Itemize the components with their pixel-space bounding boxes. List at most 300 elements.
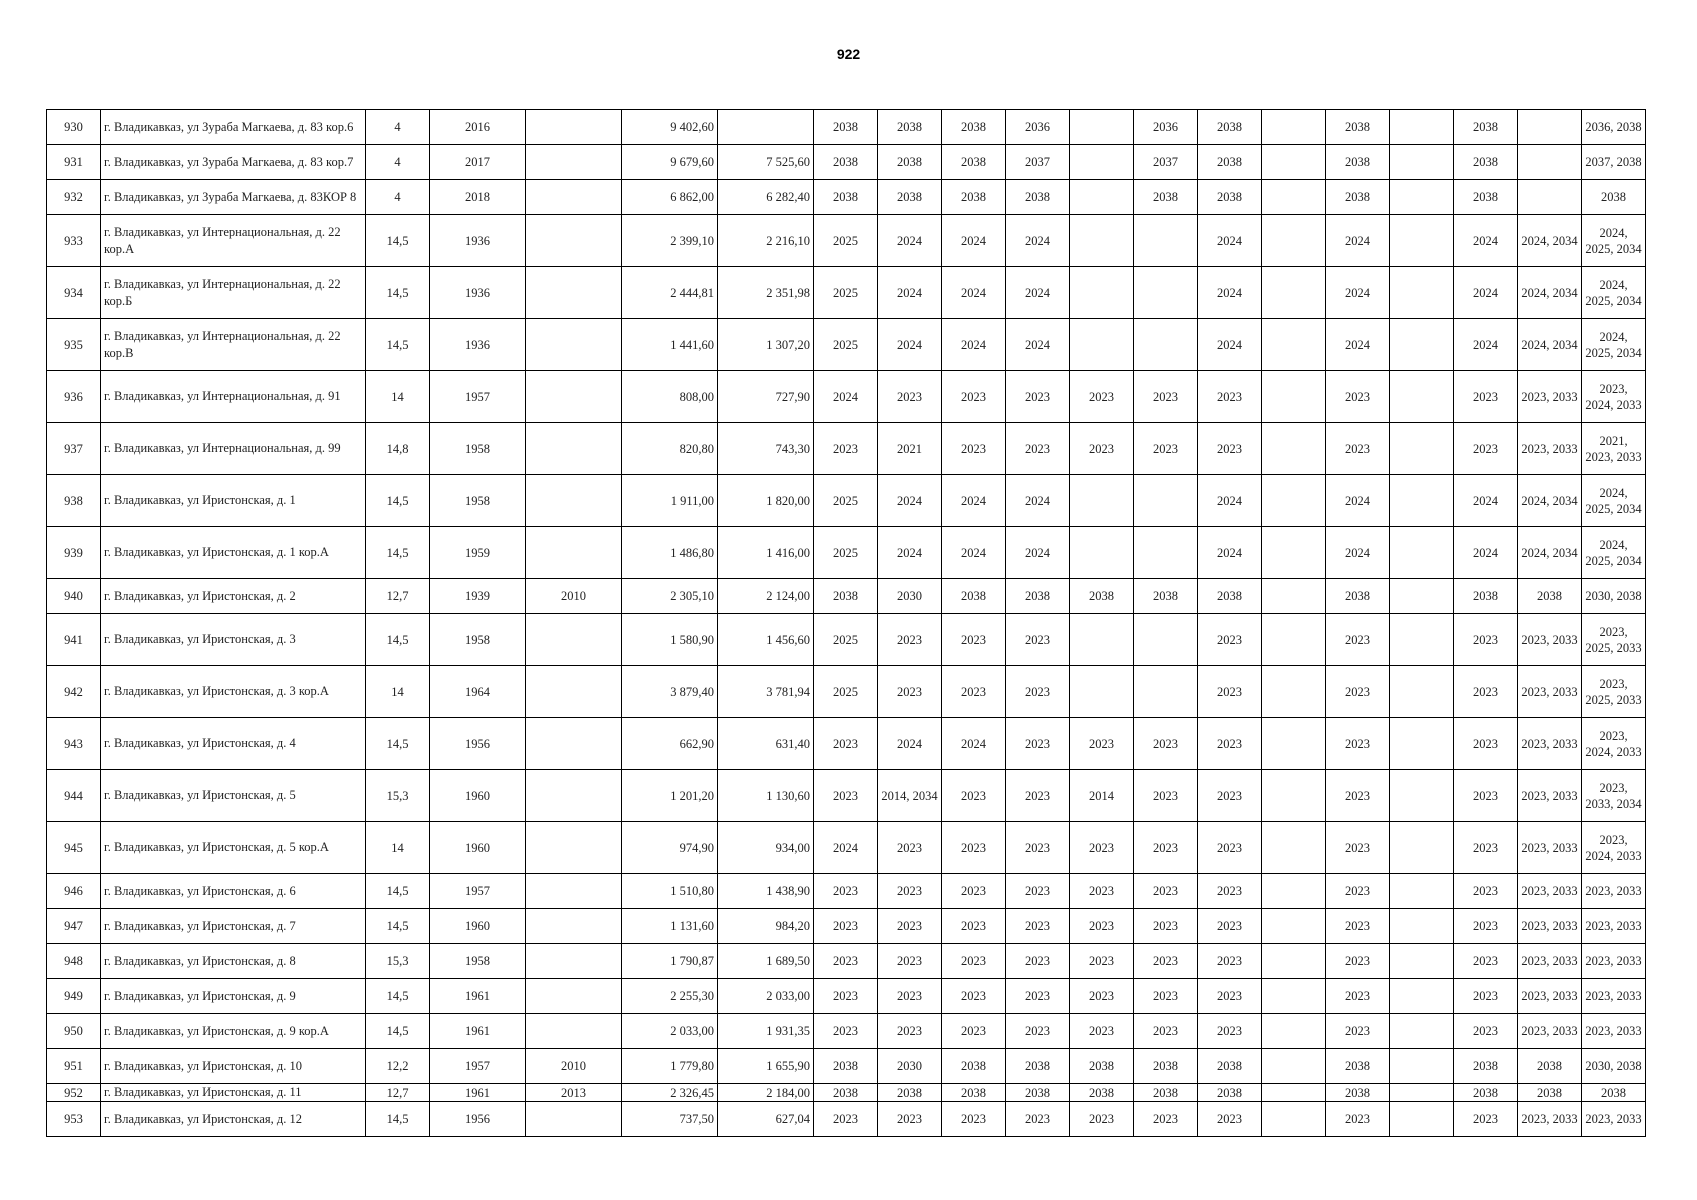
term-12: 2023, 2033 [1518,979,1582,1014]
term-13: 2023, 2033 [1582,909,1646,944]
term-9: 2038 [1326,1084,1390,1102]
construction-year: 1957 [430,371,526,423]
term-1: 2023 [814,979,878,1014]
term-5: 2014 [1070,770,1134,822]
table-row [47,822,1646,874]
term-11: 2038 [1454,145,1518,180]
term-8 [1262,145,1326,180]
total-area: 9 402,60 [622,110,718,145]
term-3: 2023 [942,614,1006,666]
term-4: 2023 [1006,979,1070,1014]
row-number: 945 [47,822,101,874]
term-1: 2023 [814,1102,878,1137]
construction-year: 2016 [430,110,526,145]
construction-year: 1960 [430,770,526,822]
reconstruction-year [526,180,622,215]
living-area: 6 282,40 [718,180,814,215]
term-5: 2023 [1070,944,1134,979]
term-7: 2038 [1198,110,1262,145]
term-12: 2038 [1518,1049,1582,1084]
floors: 14,5 [366,874,430,909]
term-7: 2024 [1198,475,1262,527]
term-9: 2038 [1326,1049,1390,1084]
reconstruction-year [526,822,622,874]
reconstruction-year [526,527,622,579]
term-11: 2024 [1454,267,1518,319]
construction-year: 1939 [430,579,526,614]
term-11: 2023 [1454,944,1518,979]
reconstruction-year [526,944,622,979]
row-number: 952 [47,1084,101,1102]
term-8 [1262,822,1326,874]
term-13: 2023, 2033, 2034 [1582,770,1646,822]
term-9: 2024 [1326,319,1390,371]
term-12: 2024, 2034 [1518,475,1582,527]
total-area: 1 911,00 [622,475,718,527]
term-1: 2025 [814,319,878,371]
table-row [47,1084,1646,1102]
term-10 [1390,180,1454,215]
term-1: 2023 [814,423,878,475]
term-5 [1070,475,1134,527]
term-13: 2023, 2024, 2033 [1582,718,1646,770]
term-5: 2023 [1070,979,1134,1014]
term-3: 2023 [942,944,1006,979]
term-6: 2023 [1134,718,1198,770]
term-12: 2024, 2034 [1518,267,1582,319]
term-4: 2038 [1006,1084,1070,1102]
living-area: 1 456,60 [718,614,814,666]
floors: 12,2 [366,1049,430,1084]
address: г. Владикавказ, ул Иристонская, д. 11 [101,1084,366,1102]
term-8 [1262,1084,1326,1102]
term-13: 2030, 2038 [1582,579,1646,614]
row-number: 940 [47,579,101,614]
term-11: 2023 [1454,718,1518,770]
term-1: 2025 [814,267,878,319]
floors: 15,3 [366,770,430,822]
term-11: 2038 [1454,1049,1518,1084]
address: г. Владикавказ, ул Иристонская, д. 8 [101,944,366,979]
term-2: 2023 [878,1014,942,1049]
term-10 [1390,666,1454,718]
reconstruction-year [526,215,622,267]
term-9: 2024 [1326,267,1390,319]
term-2: 2023 [878,909,942,944]
term-6 [1134,666,1198,718]
total-area: 3 879,40 [622,666,718,718]
term-8 [1262,110,1326,145]
table-row [47,1049,1646,1084]
term-11: 2023 [1454,822,1518,874]
term-3: 2024 [942,718,1006,770]
living-area: 2 216,10 [718,215,814,267]
term-9: 2023 [1326,874,1390,909]
term-2: 2023 [878,371,942,423]
term-9: 2038 [1326,579,1390,614]
total-area: 808,00 [622,371,718,423]
term-2: 2023 [878,614,942,666]
term-4: 2023 [1006,874,1070,909]
term-9: 2023 [1326,718,1390,770]
construction-year: 2017 [430,145,526,180]
floors: 14,5 [366,319,430,371]
reconstruction-year [526,423,622,475]
term-3: 2023 [942,1102,1006,1137]
term-6: 2023 [1134,944,1198,979]
term-3: 2038 [942,110,1006,145]
living-area: 984,20 [718,909,814,944]
table-body [47,110,1646,1137]
term-6: 2023 [1134,371,1198,423]
term-3: 2038 [942,1084,1006,1102]
address: г. Владикавказ, ул Зураба Магкаева, д. 83 кор.7 [101,145,366,180]
living-area: 1 820,00 [718,475,814,527]
term-13: 2024, 2025, 2034 [1582,475,1646,527]
reconstruction-year: 2010 [526,1049,622,1084]
term-1: 2038 [814,110,878,145]
term-8 [1262,423,1326,475]
floors: 14,5 [366,475,430,527]
living-area: 1 931,35 [718,1014,814,1049]
row-number: 933 [47,215,101,267]
table-row [47,423,1646,475]
term-8 [1262,614,1326,666]
reconstruction-year [526,614,622,666]
reconstruction-year [526,718,622,770]
total-area: 2 033,00 [622,1014,718,1049]
term-7: 2023 [1198,874,1262,909]
term-13: 2038 [1582,180,1646,215]
term-8 [1262,180,1326,215]
term-11: 2038 [1454,180,1518,215]
term-10 [1390,909,1454,944]
term-10 [1390,822,1454,874]
term-6: 2038 [1134,579,1198,614]
table-row [47,267,1646,319]
floors: 14,5 [366,1014,430,1049]
construction-year: 1961 [430,1084,526,1102]
term-6: 2036 [1134,110,1198,145]
row-number: 943 [47,718,101,770]
floors: 14 [366,822,430,874]
term-11: 2023 [1454,1102,1518,1137]
term-2: 2038 [878,110,942,145]
term-1: 2038 [814,180,878,215]
term-9: 2023 [1326,1102,1390,1137]
living-area: 743,30 [718,423,814,475]
term-5 [1070,110,1134,145]
term-3: 2038 [942,145,1006,180]
term-5: 2023 [1070,718,1134,770]
living-area: 727,90 [718,371,814,423]
term-5: 2023 [1070,909,1134,944]
term-6: 2023 [1134,909,1198,944]
term-8 [1262,909,1326,944]
term-7: 2024 [1198,527,1262,579]
term-3: 2023 [942,423,1006,475]
address: г. Владикавказ, ул Интернациональная, д. 22 кор.В [101,319,366,371]
term-2: 2023 [878,1102,942,1137]
term-1: 2038 [814,1084,878,1102]
term-4: 2024 [1006,319,1070,371]
term-7: 2023 [1198,979,1262,1014]
term-12: 2023, 2033 [1518,423,1582,475]
term-7: 2024 [1198,215,1262,267]
table-row [47,614,1646,666]
row-number: 950 [47,1014,101,1049]
table-row [47,145,1646,180]
floors: 15,3 [366,944,430,979]
term-4: 2023 [1006,423,1070,475]
term-1: 2038 [814,579,878,614]
term-10 [1390,718,1454,770]
construction-year: 2018 [430,180,526,215]
row-number: 946 [47,874,101,909]
term-12: 2023, 2033 [1518,874,1582,909]
address: г. Владикавказ, ул Иристонская, д. 12 [101,1102,366,1137]
term-13: 2030, 2038 [1582,1049,1646,1084]
floors: 14,5 [366,614,430,666]
term-13: 2021, 2023, 2033 [1582,423,1646,475]
table-row [47,1102,1646,1137]
term-9: 2023 [1326,423,1390,475]
term-8 [1262,1049,1326,1084]
living-area: 934,00 [718,822,814,874]
term-8 [1262,1102,1326,1137]
term-10 [1390,770,1454,822]
construction-year: 1958 [430,423,526,475]
living-area: 3 781,94 [718,666,814,718]
term-6: 2038 [1134,1049,1198,1084]
term-2: 2038 [878,180,942,215]
term-1: 2023 [814,1014,878,1049]
term-7: 2023 [1198,423,1262,475]
term-7: 2023 [1198,944,1262,979]
floors: 14,5 [366,215,430,267]
row-number: 942 [47,666,101,718]
term-5: 2023 [1070,1014,1134,1049]
table-row [47,909,1646,944]
reconstruction-year [526,1102,622,1137]
term-2: 2024 [878,475,942,527]
term-13: 2024, 2025, 2034 [1582,527,1646,579]
term-7: 2038 [1198,145,1262,180]
total-area: 1 131,60 [622,909,718,944]
living-area: 1 307,20 [718,319,814,371]
term-7: 2024 [1198,319,1262,371]
term-12 [1518,145,1582,180]
term-3: 2023 [942,874,1006,909]
term-3: 2038 [942,1049,1006,1084]
term-1: 2025 [814,215,878,267]
term-12: 2023, 2033 [1518,614,1582,666]
floors: 14,5 [366,979,430,1014]
term-13: 2037, 2038 [1582,145,1646,180]
term-10 [1390,1102,1454,1137]
construction-year: 1960 [430,822,526,874]
table-row [47,1014,1646,1049]
row-number: 936 [47,371,101,423]
term-6: 2038 [1134,180,1198,215]
floors: 4 [366,180,430,215]
page-number: 922 [836,46,861,62]
term-11: 2023 [1454,770,1518,822]
term-5 [1070,666,1134,718]
term-4: 2038 [1006,180,1070,215]
term-9: 2023 [1326,770,1390,822]
term-2: 2024 [878,319,942,371]
term-12: 2023, 2033 [1518,1014,1582,1049]
term-3: 2024 [942,215,1006,267]
row-number: 930 [47,110,101,145]
reconstruction-year [526,475,622,527]
term-2: 2021 [878,423,942,475]
total-area: 1 441,60 [622,319,718,371]
term-11: 2023 [1454,909,1518,944]
address: г. Владикавказ, ул Иристонская, д. 4 [101,718,366,770]
term-4: 2024 [1006,267,1070,319]
term-12 [1518,110,1582,145]
reconstruction-year [526,1014,622,1049]
floors: 14,5 [366,527,430,579]
term-6: 2023 [1134,1102,1198,1137]
term-7: 2023 [1198,770,1262,822]
row-number: 941 [47,614,101,666]
term-2: 2024 [878,527,942,579]
term-11: 2038 [1454,1084,1518,1102]
term-9: 2038 [1326,145,1390,180]
term-4: 2023 [1006,944,1070,979]
term-10 [1390,979,1454,1014]
term-6: 2023 [1134,770,1198,822]
term-6: 2023 [1134,874,1198,909]
term-7: 2023 [1198,666,1262,718]
term-8 [1262,371,1326,423]
term-6 [1134,614,1198,666]
term-10 [1390,423,1454,475]
term-5: 2038 [1070,1084,1134,1102]
term-4: 2023 [1006,1014,1070,1049]
term-8 [1262,319,1326,371]
total-area: 2 326,45 [622,1084,718,1102]
table-row [47,666,1646,718]
term-7: 2038 [1198,1049,1262,1084]
floors: 14 [366,666,430,718]
term-11: 2038 [1454,110,1518,145]
term-5: 2023 [1070,1102,1134,1137]
construction-year: 1957 [430,1049,526,1084]
term-4: 2038 [1006,579,1070,614]
term-10 [1390,1014,1454,1049]
term-7: 2038 [1198,579,1262,614]
term-9: 2023 [1326,979,1390,1014]
term-6 [1134,215,1198,267]
total-area: 1 510,80 [622,874,718,909]
term-12: 2023, 2033 [1518,909,1582,944]
living-area: 2 124,00 [718,579,814,614]
total-area: 1 486,80 [622,527,718,579]
term-2: 2023 [878,944,942,979]
address: г. Владикавказ, ул Иристонская, д. 5 кор.А [101,822,366,874]
reconstruction-year [526,979,622,1014]
term-7: 2024 [1198,267,1262,319]
term-9: 2038 [1326,180,1390,215]
term-1: 2023 [814,944,878,979]
term-6: 2038 [1134,1084,1198,1102]
term-13: 2024, 2025, 2034 [1582,319,1646,371]
address: г. Владикавказ, ул Зураба Магкаева, д. 83 кор.6 [101,110,366,145]
term-10 [1390,1049,1454,1084]
term-12: 2024, 2034 [1518,215,1582,267]
term-4: 2037 [1006,145,1070,180]
term-4: 2023 [1006,822,1070,874]
term-7: 2023 [1198,371,1262,423]
term-9: 2024 [1326,475,1390,527]
construction-year: 1956 [430,1102,526,1137]
total-area: 820,80 [622,423,718,475]
table-row [47,475,1646,527]
living-area: 1 655,90 [718,1049,814,1084]
term-10 [1390,145,1454,180]
floors: 4 [366,110,430,145]
term-2: 2024 [878,267,942,319]
row-number: 934 [47,267,101,319]
term-9: 2023 [1326,371,1390,423]
total-area: 1 201,20 [622,770,718,822]
term-1: 2038 [814,1049,878,1084]
term-4: 2023 [1006,718,1070,770]
term-10 [1390,614,1454,666]
address: г. Владикавказ, ул Иристонская, д. 6 [101,874,366,909]
term-6 [1134,319,1198,371]
row-number: 937 [47,423,101,475]
address: г. Владикавказ, ул Иристонская, д. 2 [101,579,366,614]
term-5: 2038 [1070,1049,1134,1084]
term-8 [1262,718,1326,770]
term-6: 2023 [1134,423,1198,475]
reconstruction-year: 2010 [526,579,622,614]
term-4: 2023 [1006,371,1070,423]
term-4: 2023 [1006,770,1070,822]
table-row [47,180,1646,215]
term-3: 2024 [942,475,1006,527]
table-row [47,718,1646,770]
term-3: 2024 [942,527,1006,579]
term-6: 2023 [1134,822,1198,874]
term-11: 2024 [1454,527,1518,579]
address: г. Владикавказ, ул Иристонская, д. 9 кор.А [101,1014,366,1049]
term-8 [1262,979,1326,1014]
reconstruction-year [526,145,622,180]
total-area: 1 580,90 [622,614,718,666]
term-6: 2023 [1134,1014,1198,1049]
reconstruction-year [526,770,622,822]
term-9: 2023 [1326,944,1390,979]
term-13: 2023, 2025, 2033 [1582,666,1646,718]
term-7: 2023 [1198,1102,1262,1137]
construction-year: 1959 [430,527,526,579]
term-5 [1070,527,1134,579]
address: г. Владикавказ, ул Иристонская, д. 5 [101,770,366,822]
living-area: 7 525,60 [718,145,814,180]
term-9: 2023 [1326,614,1390,666]
living-area: 631,40 [718,718,814,770]
living-area: 627,04 [718,1102,814,1137]
address: г. Владикавказ, ул Иристонская, д. 7 [101,909,366,944]
term-1: 2025 [814,666,878,718]
term-8 [1262,527,1326,579]
